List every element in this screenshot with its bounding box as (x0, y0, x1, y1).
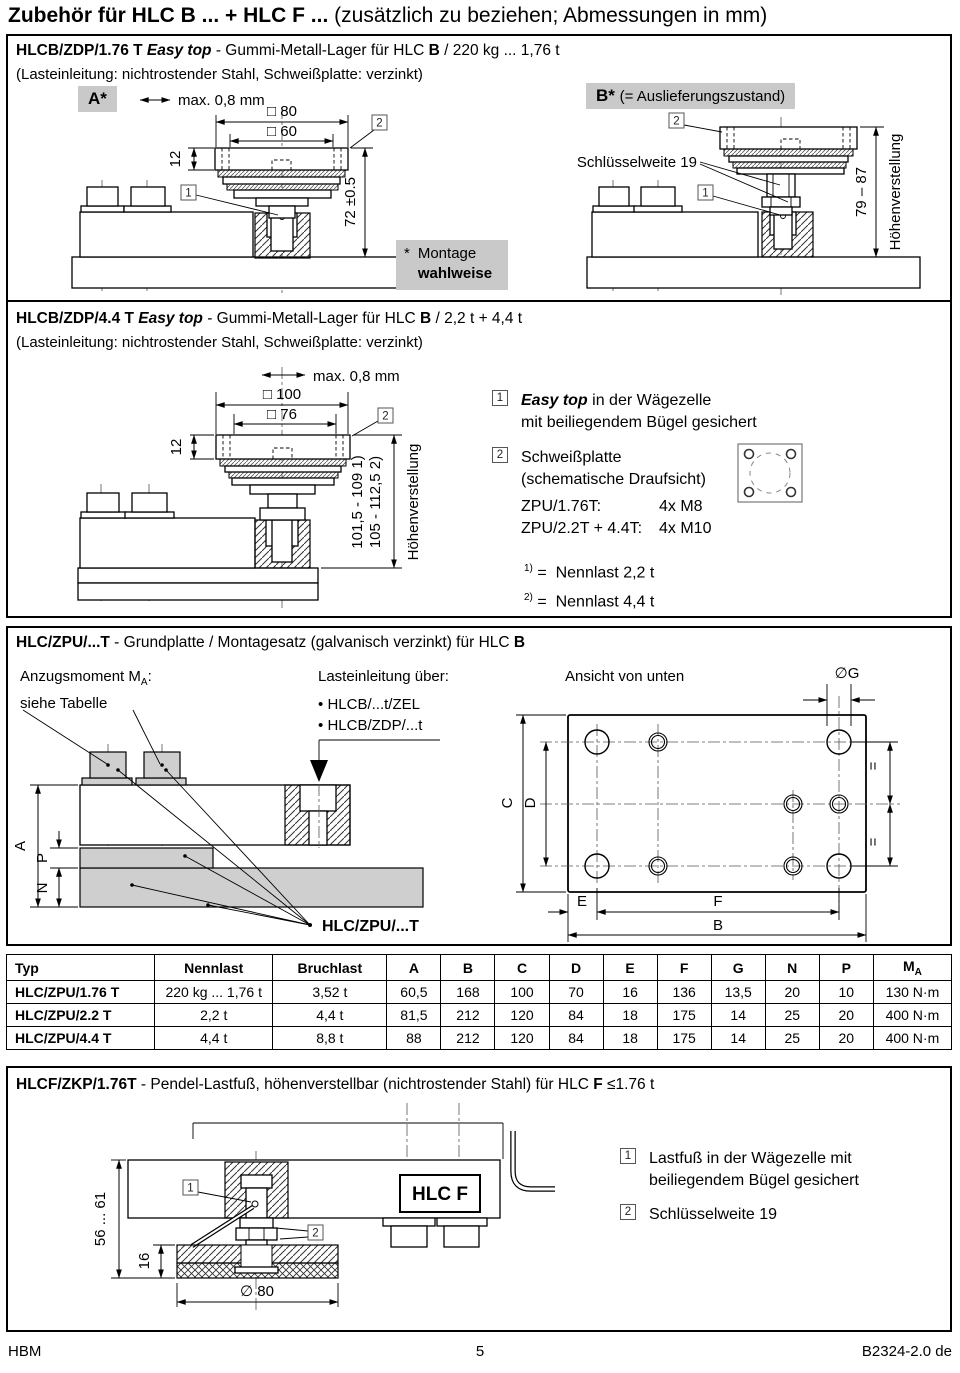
zpu-side-parts (80, 740, 440, 907)
col-nennlast: Nennlast (155, 955, 273, 981)
table-cell: 10 (819, 981, 873, 1004)
zpu176-label: ZPU/1.76T: (521, 498, 602, 515)
title-hlc-f: F (292, 4, 305, 27)
wrench-size-label: Schlüsselweite 19 (576, 154, 697, 171)
zdp44-product: Easy top (138, 310, 203, 327)
dim-inner-square: □ 76 (267, 406, 297, 423)
easytop-line2: mit beiliegendem Bügel gesichert (521, 414, 757, 431)
weld-plate-schematic (736, 442, 806, 506)
callout-1: 1 (702, 187, 709, 200)
table-cell: 220 kg ... 1,76 t (155, 981, 273, 1004)
table-cell: 212 (441, 1027, 495, 1050)
mounting-note (396, 240, 508, 290)
callout-2: 2 (376, 117, 383, 130)
zkp-parts (128, 1103, 555, 1313)
drawing-zdp44 (10, 362, 460, 614)
bolt-head (131, 187, 165, 206)
view-a-cell (72, 107, 422, 295)
footnote-1-symbol: 1) (524, 563, 533, 574)
table-cell: 136 (657, 981, 711, 1004)
zdp44-desc: - Gummi-Metall-Lager für HLC (207, 310, 416, 327)
section-zdp44-subtitle: (Lasteinleitung: nichtrostender Stahl, Schweißplatte: verzinkt) (16, 334, 423, 351)
lastfuss-line1: Lastfuß in der Wägezelle mit (649, 1150, 852, 1167)
foot-cap (241, 1175, 272, 1188)
table-cell: 81,5 (387, 1004, 441, 1027)
table-cell: 100 (495, 981, 549, 1004)
drawing-zdp176-view-b (486, 85, 950, 297)
clip-pivot (252, 1201, 258, 1207)
page-title (8, 4, 767, 28)
bullet-icon: • (318, 717, 324, 734)
table-cell: 4,4 t (273, 1004, 387, 1027)
bolt-head (641, 187, 675, 206)
zdp44-desc-post: / 2,2 t + 4,4 t (435, 310, 523, 327)
torque-line2: siehe Tabelle (20, 695, 108, 712)
threaded-spindle (268, 494, 297, 508)
callout-2: 2 (312, 1227, 319, 1240)
drawing-zpu-side (8, 698, 513, 953)
footer-doc-number: B2324-2.0 de (861, 1343, 952, 1360)
panel-zdp-divider (8, 300, 950, 302)
legend-item-2 (620, 1204, 859, 1226)
callout-2: 2 (673, 115, 680, 128)
spec-table (6, 954, 952, 1050)
wrench-size-text: Schlüsselweite 19 (649, 1206, 778, 1223)
load-cell-body (80, 518, 255, 568)
table-cell-typ: HLC/ZPU/4.4 T (7, 1027, 155, 1050)
drawing-zpu-bottom (500, 662, 952, 952)
table-cell: 212 (441, 1004, 495, 1027)
col-g: G (711, 955, 765, 981)
footer-page-number: 5 (475, 1343, 485, 1360)
base-plate (72, 257, 422, 288)
table-cell: 4,4 t (155, 1027, 273, 1050)
rubber-layer (733, 162, 846, 168)
table-cell-typ: HLC/ZPU/1.76 T (7, 981, 155, 1004)
callout-1: 1 (620, 1148, 636, 1164)
zpu44-label: ZPU/2.2T + 4.4T: (521, 520, 643, 537)
dim-foot-height: 16 (136, 1252, 153, 1270)
legend-item-2 (492, 447, 757, 540)
section-zdp176-title (16, 42, 560, 60)
table-cell: 70 (549, 981, 603, 1004)
note-line1: Montage (417, 245, 477, 262)
rubber-layer (227, 184, 338, 190)
col-ma-sub: A (914, 966, 922, 978)
dim-plate-height: 12 (168, 438, 185, 456)
zdp176-desc-bold: B (428, 42, 440, 59)
footnote-2-symbol: 2) (524, 592, 533, 604)
table-header-row (7, 955, 952, 981)
rubber-layer (229, 472, 338, 478)
lock-nut (260, 508, 305, 520)
dim-b: B (712, 917, 724, 934)
legend-item-1 (492, 390, 757, 434)
bullet-icon: • (318, 696, 324, 713)
bolt-head (391, 1226, 427, 1247)
load-item-1: HLCB/...t/ZEL (327, 696, 420, 713)
title-pre: Zubehör für HLC (8, 4, 175, 27)
footnote-2 (524, 585, 654, 614)
drawing-zkp (55, 1095, 625, 1335)
dim-n: N (34, 882, 51, 894)
zdp176-desc: - Gummi-Metall-Lager für HLC (215, 42, 425, 59)
view-a-label: A* (78, 86, 117, 112)
cable (513, 1131, 555, 1189)
equal-spacing-mark: = (865, 837, 882, 847)
zdp176-desc-post: / 220 kg ... 1,76 t (444, 42, 560, 59)
dim-height-range: 79 – 87 (853, 166, 870, 218)
table-cell: 20 (819, 1004, 873, 1027)
dim-height-range: 56 ... 61 (92, 1191, 109, 1247)
table-row (7, 1004, 952, 1027)
load-item-2: HLCB/ZDP/...t (327, 717, 423, 734)
load-cell-body (80, 212, 253, 257)
footnote-1 (524, 556, 654, 585)
section-zpu-title (16, 634, 525, 652)
table-cell: 20 (819, 1027, 873, 1050)
zkp-desc-post: ≤1.76 t (606, 1076, 655, 1093)
title-post: ... (310, 4, 329, 27)
table-cell: 88 (387, 1027, 441, 1050)
table-cell: 120 (495, 1027, 549, 1050)
zdp44-code: HLCB/ZDP/4.4 T (16, 310, 134, 327)
col-typ: Typ (7, 955, 155, 981)
title-mid: ... + HLC (201, 4, 287, 27)
dim-max-play: max. 0,8 mm (178, 92, 265, 109)
callout-2: 2 (620, 1204, 636, 1220)
footer-company: HBM (8, 1343, 42, 1360)
table-cell: 60,5 (387, 981, 441, 1004)
dim-a: A (12, 840, 29, 852)
callout-1: 1 (187, 1182, 194, 1195)
dim-c: C (499, 797, 516, 809)
dim-g: ∅G (834, 665, 860, 682)
torque-label: Anzugsmoment M (20, 668, 141, 685)
col-ma-main: M (902, 957, 915, 974)
zdp44-footnotes (524, 556, 654, 615)
torque-sub: A (140, 677, 148, 688)
view-b-label-suffix: (= Auslieferungszustand) (619, 88, 786, 105)
col-b: B (441, 955, 495, 981)
table-cell: 400 N·m (873, 1027, 951, 1050)
zdp176-product: Easy top (146, 42, 212, 59)
zpu-desc-bold: B (513, 634, 526, 651)
zkp-desc: - Pendel-Lastfuß, höhenverstellbar (nichtrostender Stahl) für HLC (140, 1076, 589, 1093)
height-adjust-label: Höhenverstellung (405, 443, 422, 561)
table-cell: 20 (765, 981, 819, 1004)
zdp44-cell (78, 367, 350, 608)
table-cell: 130 N·m (873, 981, 951, 1004)
zdp176-code: HLCB/ZDP/1.76 T (16, 42, 143, 59)
title-paren: (zusätzlich zu beziehen; Abmessungen in mm) (334, 4, 768, 27)
dim-e: E (576, 893, 588, 910)
zpu176-value: 4x M8 (659, 498, 703, 515)
easytop-label: Easy top (521, 392, 588, 409)
base-plate-lower (78, 583, 318, 600)
zpu-desc: - Grundplatte / Montagesatz (galvanisch verzinkt) für HLC (114, 634, 510, 651)
zkp-code: HLCF/ZKP/1.76T (16, 1076, 137, 1093)
table-cell: 3,52 t (273, 981, 387, 1004)
table-cell: 175 (657, 1004, 711, 1027)
table-row (7, 981, 952, 1004)
table-cell: 400 N·m (873, 1004, 951, 1027)
weld-plate (216, 435, 350, 459)
lastfuss-line2: beiliegendem Bügel gesichert (649, 1172, 859, 1189)
dim-p: P (34, 852, 51, 864)
table-cell: 84 (549, 1027, 603, 1050)
base-plate (587, 257, 920, 288)
note-line2: wahlweise (417, 265, 493, 282)
table-cell: 14 (711, 1027, 765, 1050)
weldplate-line1: Schweißplatte (521, 449, 622, 466)
table-cell: 84 (549, 1004, 603, 1027)
rubber-layer (218, 170, 345, 177)
callout-2: 2 (492, 447, 508, 463)
zdp44-legend (492, 390, 757, 540)
zpu44-value: 4x M10 (659, 520, 712, 537)
torque-colon: : (147, 668, 152, 685)
col-ma (873, 955, 951, 981)
bolt-head (444, 1226, 479, 1247)
table-cell: 18 (603, 1027, 657, 1050)
base-plate (78, 568, 318, 583)
spec-table-body (7, 981, 952, 1050)
footnote-2-value: Nennlast 4,4 t (555, 593, 655, 611)
col-f: F (657, 955, 711, 981)
table-cell: 18 (603, 1004, 657, 1027)
easytop-rest: in der Wägezelle (592, 392, 712, 409)
table-cell: 25 (765, 1027, 819, 1050)
view-b-cell (587, 117, 920, 295)
table-cell: 2,2 t (155, 1004, 273, 1027)
zkp-desc-bold: F (593, 1076, 603, 1093)
bolt-head (87, 493, 119, 512)
cell-label: HLC F (412, 1184, 468, 1205)
table-cell-typ: HLC/ZPU/2.2 T (7, 1004, 155, 1027)
table-row (7, 1027, 952, 1050)
col-c: C (495, 955, 549, 981)
callout-2: 2 (382, 410, 389, 423)
dim-range-nennlast2: 105 - 112,5 2) (367, 455, 384, 549)
callout-1: 1 (492, 390, 508, 406)
shim-plate-p (80, 848, 213, 868)
load-intro-label: Lasteinleitung über: (318, 668, 449, 685)
bolt-head (87, 187, 118, 206)
base-plate-n (80, 868, 423, 907)
load-arrow (310, 760, 328, 782)
dim-plate-height: 12 (167, 150, 184, 168)
height-adjust-label: Höhenverstellung (887, 133, 904, 251)
table-cell: 175 (657, 1027, 711, 1050)
dim-outer-square: □ 80 (267, 103, 297, 120)
equals: = (537, 593, 547, 611)
weld-plate (215, 148, 348, 170)
rubber-layer (724, 149, 853, 156)
table-cell: 16 (603, 981, 657, 1004)
weldplate-line2: (schematische Draufsicht) (521, 471, 706, 488)
col-n: N (765, 955, 819, 981)
dim-range-nennlast1: 101,5 - 109 1) (349, 455, 366, 549)
table-cell: 120 (495, 1004, 549, 1027)
bottom-view-label: Ansicht von unten (565, 668, 685, 685)
dim-max-play: max. 0,8 mm (313, 368, 400, 385)
section-zdp44-title (16, 310, 522, 328)
dim-foot-diameter: ∅ 80 (240, 1283, 274, 1300)
dim-f: F (713, 893, 723, 910)
view-b-label-main: B* (596, 86, 615, 105)
zdp44-desc-bold: B (419, 310, 432, 327)
table-cell: 14 (711, 1004, 765, 1027)
equal-spacing-mark: = (865, 761, 882, 771)
footnote-1-value: Nennlast 2,2 t (555, 564, 655, 582)
table-cell: 8,8 t (273, 1027, 387, 1050)
section-zdp176-subtitle: (Lasteinleitung: nichtrostender Stahl, Schweißplatte: verzinkt) (16, 66, 423, 83)
zpu-code: HLC/ZPU/...T (16, 634, 110, 651)
section-zkp-title (16, 1076, 654, 1094)
title-hlc-b: B (180, 4, 196, 27)
col-d: D (549, 955, 603, 981)
callout-1: 1 (185, 187, 192, 200)
bolt-head (599, 187, 629, 206)
table-cell: 168 (441, 981, 495, 1004)
weld-plate (720, 127, 857, 149)
equals: = (537, 564, 547, 582)
dim-outer-square: □ 100 (262, 386, 302, 403)
rubber-layer (220, 459, 346, 466)
table-cell: 25 (765, 1004, 819, 1027)
legend-item-1 (620, 1148, 859, 1192)
dim-d: D (522, 797, 539, 809)
bolt-head (132, 493, 167, 512)
col-bruchlast: Bruchlast (273, 955, 387, 981)
zpu-bottom-plate (540, 696, 900, 914)
table-cell: 13,5 (711, 981, 765, 1004)
zkp-legend (620, 1148, 859, 1226)
note-asterisk: * (404, 245, 410, 262)
load-cell-body (592, 212, 758, 257)
threaded-spindle (767, 174, 795, 197)
dim-total-height: 72 ±0.5 (342, 177, 359, 227)
lock-nut (236, 1228, 277, 1240)
col-e: E (603, 955, 657, 981)
col-p: P (819, 955, 873, 981)
dim-inner-square: □ 60 (267, 123, 297, 140)
col-a: A (387, 955, 441, 981)
zpu-part-label: HLC/ZPU/...T (322, 918, 419, 935)
